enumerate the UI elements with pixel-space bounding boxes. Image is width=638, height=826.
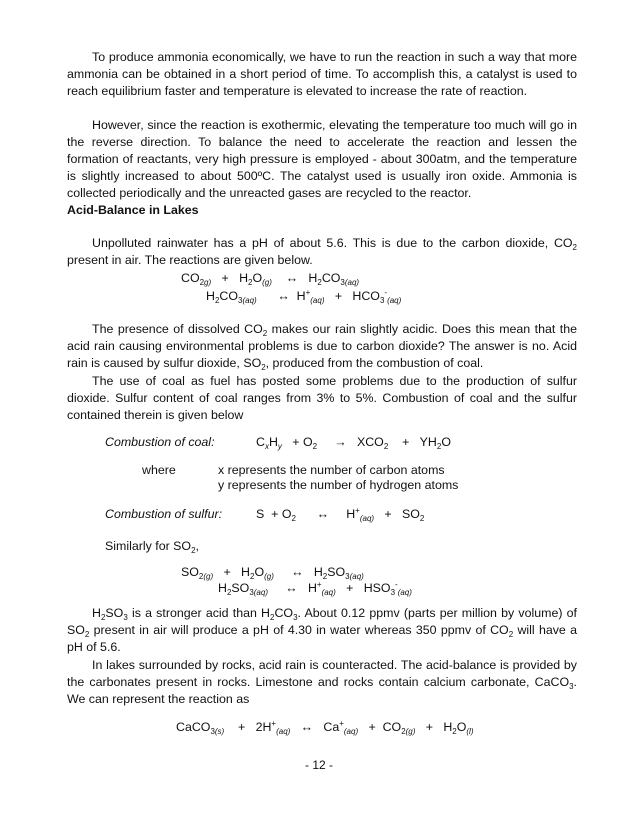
paragraph-exothermic-conditions: However, since the reaction is exothermic, elevating the temperature too much will go in the reverse direction. To balance the need to accelerate the reaction and lessen the formation of reactants, very high pressure is employed - about 300atm, and the temperature is slightly increased to about 500ºC. The catalyst used is usually iron oxide. Ammonia is collected periodically and the unreacted gases are recycled to the reactor. xyxy=(67,118,577,200)
definition-y: y represents the number of hydrogen atoms xyxy=(218,478,459,492)
equation-combustion-sulfur: $S + O_2$ ↔ $H^+_{(aq)}$ + $SO_2$ xyxy=(256,506,425,523)
text-similarly-so2: Similarly for $SO_2$, xyxy=(105,539,199,555)
paragraph-lakes-rocks: In lakes surrounded by rocks, acid rain is counteracted. The acid-balance is provided by the carbonates present in rocks. Limestone and rocks contain calcium carbonate, CaCO$_3$. We can represent the reaction as xyxy=(67,658,577,706)
equation-limestone-neutralization: CaCO$_{3(s)}$ + $2H^+_{(aq)}$ ↔ $Ca^+_{(aq)}$ + $CO_{2(g)}$ + $H_2O_{(l)}$ xyxy=(176,719,474,736)
equation-combustion-coal: $C_xH_y$ + $O_2$ → $XCO_2$ + $YH_2O$ xyxy=(256,435,451,451)
paragraph-ammonia-economics: To produce ammonia economically, we have to run the reaction in such a way that more ammonia can be obtained in a short period of time. To accomplish this, a catalyst is used to reach equilibrium faster and temperature is elevated to increase the rate of reaction. xyxy=(67,50,577,98)
paragraph-rainwater-ph: Unpolluted rainwater has a pH of about 5.6. This is due to the carbon dioxide, $CO_2$ present in air. The reactions are given below. xyxy=(67,236,577,267)
paragraph-acid-strength: $H_2SO_3$ is a stronger acid than $H_2CO_3$. About 0.12 ppmv (parts per million by volume) of $SO_2$ present in air will produce a pH of 4.30 in water whereas 350 ppmv of $CO_2$ will have a pH of 5.6. xyxy=(67,606,577,654)
equation-so2-dissolution: $SO_{2(g)}$ + $H_2O_{(g)}$ ↔ $H_2SO_{3(aq)}$ xyxy=(181,565,364,581)
equation-sulfurous-acid-ionization: $H_2SO_{3(aq)}$ ↔ $H^+_{(aq)}$ + $HSO_3^-_{(aq)}$ xyxy=(218,580,412,597)
paragraph-dissolved-co2: The presence of dissolved $CO_2$ makes our rain slightly acidic. Does this mean that the acid rain causing environmental problems is due to carbon dioxide? The answer is no. Acid rain is caused by sulfur dioxide, $SO_2$, produced from the combustion of coal. xyxy=(67,322,578,372)
page-number: - 12 - xyxy=(304,758,333,772)
definition-x: x represents the number of carbon atoms xyxy=(218,463,445,477)
label-combustion-sulfur: Combustion of sulfur: xyxy=(105,507,223,521)
equation-co2-dissolution: $CO_{2g)}$ + $H_2O_{(g)}$ ↔ $H_2CO_{3(aq)}$ xyxy=(181,271,360,287)
section-heading: Acid-Balance in Lakes xyxy=(67,203,199,217)
equation-carbonic-acid-ionization: $H_2CO_{3(aq)}$ ↔ $H^+_{(aq)}$ + $HCO_3^-_{(aq)}$ xyxy=(206,288,402,305)
paragraph-coal-sulfur: The use of coal as fuel has posted some problems due to the production of sulfur dioxide. Sulfur content of coal ranges from 3% to 5%. Combustion of coal and the sulfur contained therein is given below xyxy=(67,374,577,422)
label-combustion-coal: Combustion of coal: xyxy=(105,435,215,449)
label-where: where xyxy=(142,463,176,477)
